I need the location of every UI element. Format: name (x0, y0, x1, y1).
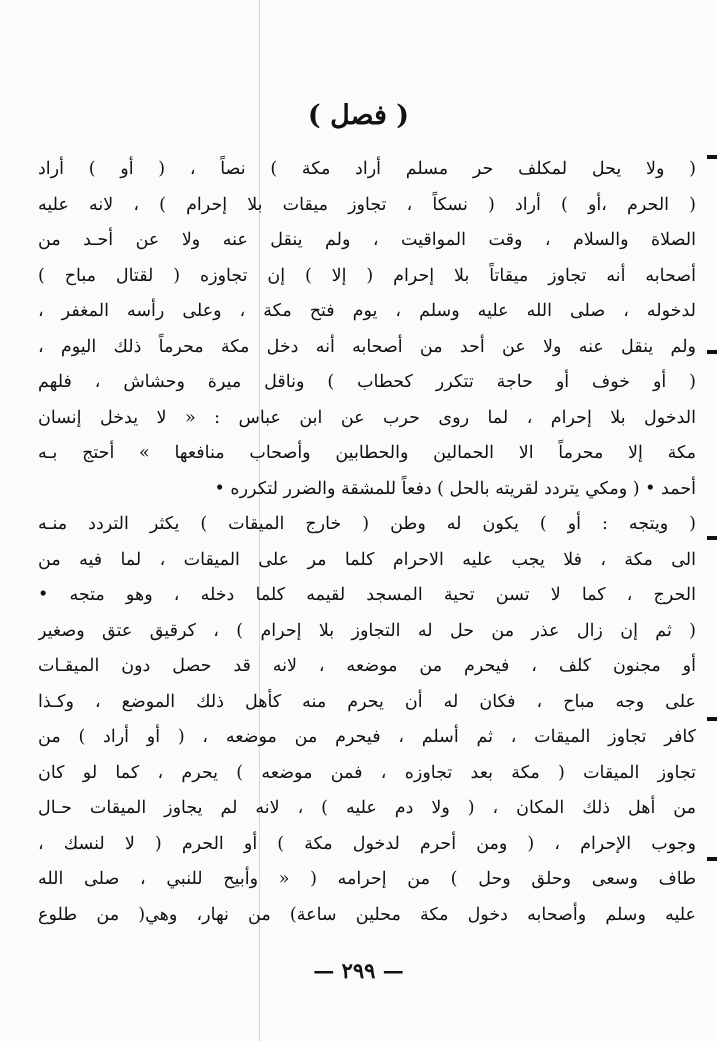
text-line: تجاوز الميقات ( مكة بعد تجاوزه ، فمن موضعه ) يحرم ، كما لو كان (38, 762, 696, 783)
text-line: من أهل ذلك المكان ، ( ولا دم عليه ) ، لانه لم يجاوز الميقات حـال (38, 798, 696, 818)
text-line: مكة إلا محرماً الا الحمالين والحطابين وأصحاب منافعها » أحتج بـه (38, 443, 696, 463)
page-number: — ٢٩٩ — (313, 958, 404, 983)
text-line: لدخوله ، صلى الله عليه وسلم ، يوم فتح مكة ، وعلى رأسه المغفر ، (38, 301, 696, 321)
text-line: الى مكة ، فلا يجب عليه الاحرام كلما مر على الميقات ، لما فيه من (38, 549, 696, 570)
text-line: وجوب الإحرام ، ( ومن أحرم لدخول مكة ) أو الحرم ( لا لنسك ، (38, 833, 696, 854)
text-line: ولم ينقل عنه ولا عن أحد من أصحابه أنه دخل مكة محرماً ذلك اليوم ، (38, 336, 696, 357)
text-line: ( أو خوف أو حاجة تتكرر كحطاب ) وناقل ميرة وحشاش ، فلهم (38, 372, 696, 392)
text-line: كافر تجاوز الميقات ، ثم أسلم ، فيحرم من موضعه ، ( أو أراد ) من (38, 727, 696, 747)
body-text (38, 152, 696, 933)
text-line: الصلاة والسلام ، وقت المواقيت ، ولم ينقل عنه ولا عن أحـد من (38, 230, 696, 250)
edge-mark (707, 857, 717, 861)
edge-mark (707, 717, 717, 721)
text-line: ( ثم إن زال عذر من حل له التجاوز بلا إحرام ) ، كرقيق عتق وصغير (38, 620, 696, 641)
text-line: ( ولا يحل لمكلف حر مسلم أراد مكة ) نصاً ، ( أو ) أراد (38, 159, 696, 179)
text-line: ( الحرم ،أو ) أراد ( نسكاً ، تجاوز ميقات بلا إحرام ) ، لانه عليه (38, 194, 696, 215)
edge-mark (707, 155, 717, 159)
text-line: الحرج ، كما لا تسن تحية المسجد لقيمه كلما دخله ، وهو متجه • (38, 585, 696, 605)
text-line: على وجه مباح ، فكان له أن يحرم منه كأهل ذلك الموضع ، وكـذا (38, 691, 696, 712)
section-heading: ( فصل ) (307, 100, 410, 131)
text-line: أو مجنون كلف ، فيحرم من موضعه ، لانه قد حصل دون الميقـات (38, 656, 696, 676)
text-line: طاف وسعى وحلق وحل ) من إحرامه ( « وأبيح للنبي ، صلى الله (38, 869, 696, 889)
text-line: عليه وسلم وأصحابه دخول مكة محلين ساعة) من نهار، وهي( من طلوع (38, 904, 696, 925)
text-line: ( ويتجه : أو ) يكون له وطن ( خارج الميقات ) يكثر التردد منـه (38, 514, 696, 534)
text-line: أصحابه أنه تجاوز ميقاتاً بلا إحرام ( إلا ) إن تجاوزه ( لقتال مباح ) (38, 265, 696, 286)
text-line: أحمد • ( ومكي يتردد لقريته بالحل ) دفعاً للمشقة والضرر لتكرره • (214, 478, 696, 499)
edge-mark (707, 536, 717, 540)
text-line: الدخول بلا إحرام ، لما روى حرب عن ابن عباس : « لا يدخل إنسان (38, 407, 696, 428)
edge-mark (707, 350, 717, 354)
